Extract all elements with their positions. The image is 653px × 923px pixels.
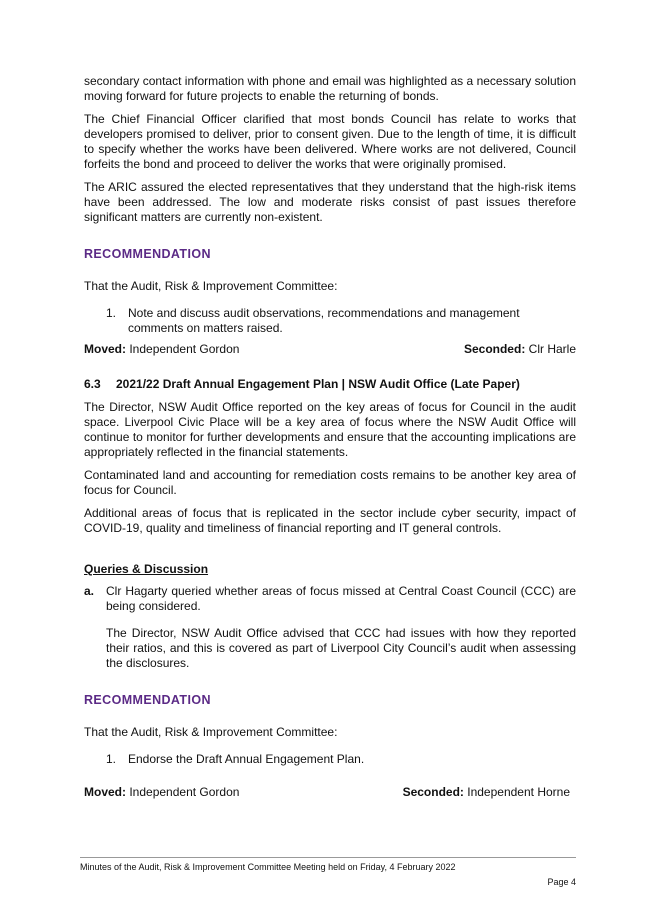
recommendation-heading-2: RECOMMENDATION <box>84 693 211 707</box>
query-letter: a. <box>84 584 95 598</box>
recommendation-lead-1: That the Audit, Risk & Improvement Committee: <box>84 279 338 293</box>
seconded-value: Clr Harle <box>528 342 576 356</box>
query-answer: The Director, NSW Audit Office advised that CCC had issues with how they reported their ratios, and this is covered as part of Liverpool City Council’s audit when assessing the disclosures. <box>106 626 576 670</box>
intro-paragraph-2: The Chief Financial Officer clarified that most bonds Council has relate to works that developers promised to deliver, prior to consent given. Due to the length of time, it is difficult to specify whether the works have been delivered. Where works are not delivered, Council forfeits the bond and proceed to deliver the works that were originally promised. <box>84 112 576 171</box>
item-number: 1. <box>106 752 117 766</box>
section-paragraph-1: The Director, NSW Audit Office reported on the key areas of focus for Council in the audit space. Liverpool Civic Place will be a key area of focus where the NSW Audit Office will continue to monitor for further developments and ensure that the accounting implications are appropriately reflected in the financial statements. <box>84 400 576 459</box>
moved-label: Moved: <box>84 342 126 356</box>
seconded-value: Independent Horne <box>467 785 570 799</box>
intro-paragraph-1: secondary contact information with phone and email was highlighted as a necessary solution moving forward for future projects to enable the returning of bonds. <box>84 74 576 103</box>
section-heading <box>84 377 576 392</box>
intro-paragraph-3: The ARIC assured the elected representatives that they understand that the high-risk items have been addressed. The low and moderate risks consist of past issues therefore significant matters are currently non-existent. <box>84 180 576 224</box>
seconded-label: Seconded: <box>463 342 526 356</box>
moved-value: Independent Gordon <box>129 785 240 799</box>
recommendation-lead-2: That the Audit, Risk & Improvement Committee: <box>84 725 338 739</box>
section-paragraph-2: Contaminated land and accounting for remediation costs remains to be another key area of focus for Council. <box>84 468 576 497</box>
section-title: 2021/22 Draft Annual Engagement Plan | NSW Audit Office (Late Paper) <box>116 377 520 391</box>
document-page <box>84 74 576 800</box>
moved-seconded-row-2 <box>84 785 576 800</box>
recommendation-heading-1: RECOMMENDATION <box>84 247 211 261</box>
footer-text: Minutes of the Audit, Risk & Improvement Committee Meeting held on Friday, 4 February 2022 <box>80 862 456 872</box>
moved-value: Independent Gordon <box>129 342 240 356</box>
page-footer <box>80 857 576 887</box>
query-item <box>84 584 576 671</box>
section-number: 6.3 <box>84 377 101 391</box>
item-text: Endorse the Draft Annual Engagement Plan. <box>128 752 365 766</box>
page-number: Page 4 <box>547 877 576 887</box>
section-paragraph-3: Additional areas of focus that is replicated in the sector include cyber security, impact of COVID-19, quality and timeliness of financial reporting and IT general controls. <box>84 506 576 535</box>
query-question: Clr Hagarty queried whether areas of focus missed at Central Coast Council (CCC) are being considered. <box>106 584 576 613</box>
moved-seconded-row-1 <box>84 342 576 357</box>
seconded-label: Seconded: <box>402 785 464 799</box>
item-text: Note and discuss audit observations, recommendations and management comments on matters raised. <box>128 306 520 335</box>
queries-heading: Queries & Discussion <box>84 562 209 576</box>
moved-label: Moved: <box>84 785 126 799</box>
recommendation-item-1 <box>84 306 576 336</box>
item-number: 1. <box>106 306 117 320</box>
recommendation-item-2 <box>84 752 576 767</box>
